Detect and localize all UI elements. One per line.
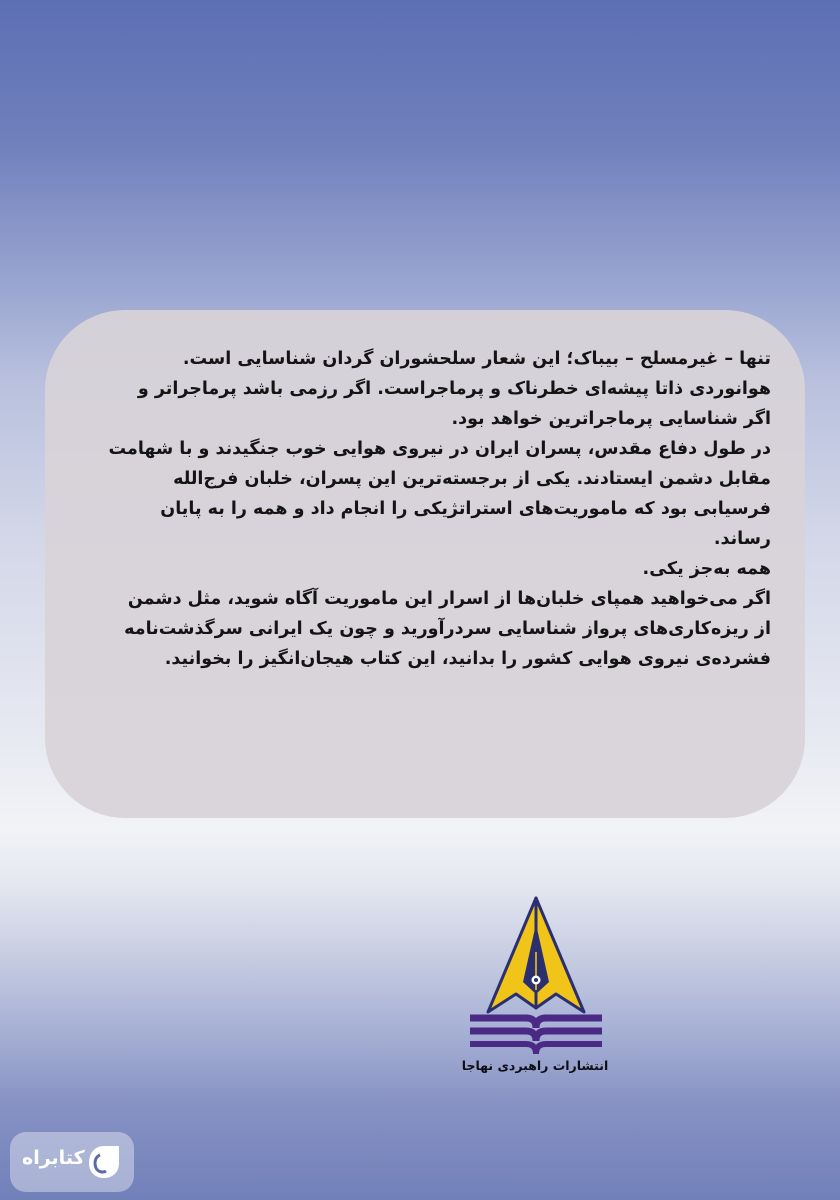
blurb-line: همه به‌جز یکی.	[642, 559, 771, 579]
logo-right-wing	[536, 898, 584, 1012]
blurb-line: فرسیابی بود که ماموریت‌های استراتژیکی را انجام داد و همه را به پایان	[160, 499, 771, 519]
blurb-line: تنها – غیرمسلح – بیباک؛ این شعار سلحشوران گردان شناسایی است.	[182, 349, 771, 369]
publisher-name: انتشارات راهبردی نهاجا	[461, 1058, 609, 1073]
ketabrah-watermark	[10, 1132, 134, 1192]
blurb-line: اگر شناسایی پرماجراترین خواهد بود.	[451, 409, 771, 429]
blurb-line: رساند.	[713, 529, 771, 549]
logo-left-wing	[488, 898, 536, 1012]
blurb-text	[79, 344, 771, 674]
blurb-line: مقابل دشمن ایستادند. یکی از برجسته‌ترین این پسران، خلبان فرج‌الله	[173, 469, 771, 489]
blurb-line: هوانوردی ذاتا پیشه‌ای خطرناک و پرماجراست. اگر رزمی باشد پرماجراتر و	[137, 379, 771, 399]
blurb-line: از ریزه‌کاری‌های پرواز شناسایی سردرآورید و چون یک ایرانی سرگذشت‌نامه	[124, 619, 771, 639]
watermark-text: کتابراه	[22, 1147, 85, 1169]
blurb-line: در طول دفاع مقدس، پسران ایران در نیروی هوایی خوب جنگیدند و با شهامت	[108, 439, 771, 459]
blurb-panel	[45, 310, 805, 818]
ketabrah-logo-icon	[86, 1143, 122, 1181]
blurb-line: فشرده‌ی نیروی هوایی کشور را بدانید، این کتاب هیجان‌انگیز را بخوانید.	[164, 649, 771, 669]
blurb-line: اگر می‌خواهید همپای خلبان‌ها از اسرار این ماموریت آگاه شوید، مثل دشمن	[127, 589, 771, 609]
